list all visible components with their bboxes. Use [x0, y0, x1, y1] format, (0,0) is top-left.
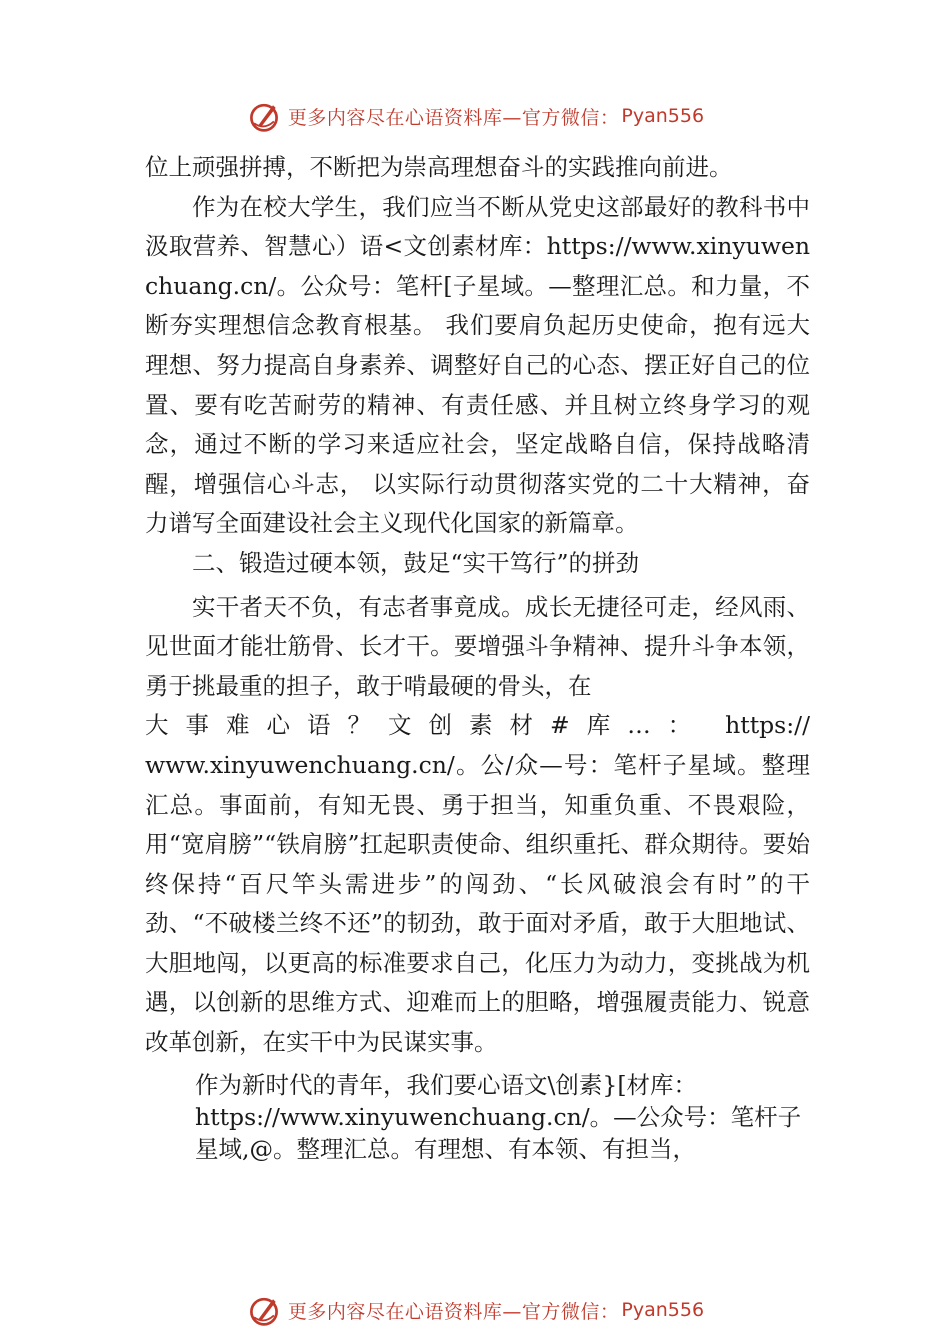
- banner-text: 更多内容尽在心语资料库—官方微信：: [287, 106, 620, 129]
- document-body: [145, 148, 810, 1165]
- wechat-id: Pyan556: [621, 105, 705, 127]
- quill-seal-logo-icon: [246, 1292, 282, 1328]
- paragraph-1: 位上顽强拼搏，不断把为崇高理想奋斗的实践推向前进。: [145, 153, 733, 181]
- paragraph-3-spread-line: [145, 706, 810, 746]
- paragraph-4-line-3: 星域,@。整理汇总。有理想、有本领、有担当，: [195, 1134, 696, 1163]
- paragraph-3-rest: www.xinyuwenchuang.cn/。公/众—号：笔杆子星域。整理汇总。事面前，有知无畏、勇于担当，知重负重、不畏艰险，用“宽肩膀”“铁肩膀”扛起职责使命、组织重托、群众期待。要始终保持“百尺竿头需进步”的闯劲、“长风破浪会有时”的干劲、“不破楼兰终不还”的韧劲，敢于面对矛盾，敢于大胆地试、大胆地闯，以更高的标准要求自己，化压力为动力，变挑战为机遇，以创新的思维方式、迎难而上的胆略，增强履责能力、锐意改革创新，在实干中为民谋实事。: [145, 750, 810, 1057]
- paragraph-3: [145, 588, 810, 707]
- paragraph-2: 作为在校大学生，我们应当不断从党史这部最好的教科书中汲取营养、智慧心）语<文创素材库：https://www.xinyuwenchuang.cn/。公众号：笔杆[子星域。—整理汇总。和力量，不断夯实理想信念教育根基。 我们要肩负起历史使命，抱有远大理想、努力提高自身素养、调整好自己的心态、摆正好自己的位置、要有吃苦耐劳的精神、有责任感、并且树立终身学习的观念，通过不断的学习来适应社会，坚定战略自信，保持战略清醒，增强信心斗志， 以实际行动贯彻落实党的二十大精神，奋力谱写全面建设社会主义现代化国家的新篇章。: [145, 192, 810, 538]
- paragraph-3-spread-text: 大事难心语？文创素材#库…：: [145, 711, 709, 740]
- footer-banner: [0, 1290, 950, 1330]
- paragraph-4-line-2: https://www.xinyuwenchuang.cn/。—公众号：笔杆子: [195, 1102, 802, 1131]
- paragraph-4: [195, 1069, 810, 1165]
- paragraph-4-line-1: 作为新时代的青年，我们要心语文\创素}[材库：: [195, 1070, 698, 1099]
- banner-text: 更多内容尽在心语资料库—官方微信：: [287, 1300, 620, 1323]
- paragraph-3-spread-url: https://: [725, 711, 810, 740]
- quill-seal-logo-icon: [246, 98, 282, 134]
- section-heading-2: 二、锻造过硬本领，鼓足“实干笃行”的拼劲: [192, 548, 640, 577]
- paragraph-3-text: 实干者天不负，有志者事竟成。成长无捷径可走，经风雨、见世面才能壮筋骨、长才干。要增强斗争精神、提升斗争本领，勇于挑最重的担子，敢于啃最硬的骨头，在: [145, 592, 810, 700]
- header-banner: [0, 96, 950, 136]
- wechat-id: Pyan556: [621, 1299, 705, 1321]
